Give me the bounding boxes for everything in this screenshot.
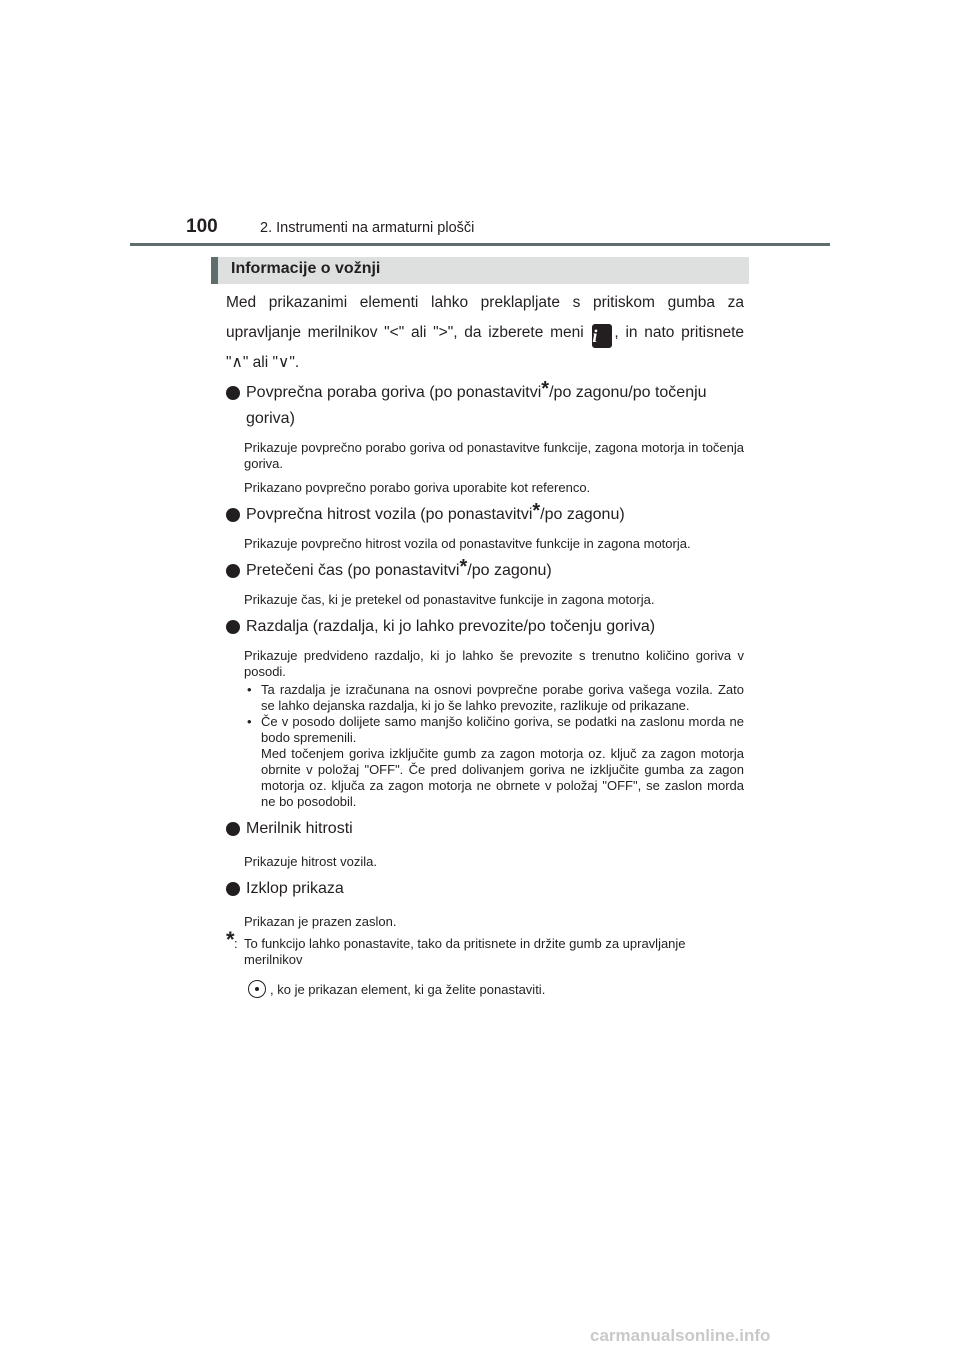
bullet-icon	[226, 882, 240, 896]
watermark: carmanualsonline.info	[590, 1326, 771, 1345]
footnote-continuation	[226, 980, 744, 1000]
intro-text-1: Med prikazanimi elementi lahko preklapljate s pritiskom gumba za upravljanje merilnikov "<" ali ">", da izberete meni	[226, 294, 744, 341]
sub-bullet	[244, 714, 744, 746]
bullet-icon	[226, 822, 240, 836]
bullet-icon	[226, 508, 240, 522]
item-title: Pretečeni čas (po ponastavitvi	[246, 562, 460, 579]
list-item	[226, 502, 744, 528]
item-description: Prikazuje povprečno porabo goriva od ponastavitve funkcije, zagona motorja in točenja goriva.	[244, 440, 744, 471]
content	[226, 288, 744, 1000]
list-item	[226, 876, 744, 902]
section-header	[211, 257, 749, 284]
item-title-suffix: /po zagonu)	[540, 506, 625, 523]
item-description: Prikazano povprečno porabo goriva uporabite kot referenco.	[244, 480, 591, 495]
footnote-text: To funkcijo lahko ponastavite, tako da pritisnete in držite gumb za upravljanje merilnikov	[244, 936, 686, 967]
bullet-icon	[226, 620, 240, 634]
intro-text-2: , in nato pritisnete "∧" ali "∨".	[226, 324, 745, 371]
asterisk-marker: *	[459, 556, 468, 578]
page-number: 100	[186, 216, 218, 237]
item-description: Prikazuje čas, ki je pretekel od ponastavitve funkcije in zagona motorja.	[244, 592, 655, 607]
footnote	[226, 927, 744, 968]
list-item	[226, 558, 744, 584]
section-title: Informacije o vožnji	[231, 260, 381, 277]
dot-icon: •	[247, 682, 252, 697]
sub-bullet-text: Ta razdalja je izračunana na osnovi povprečne porabe goriva vašega vozila. Zato se lahko dejanska razdalja, ki jo še lahko prevozite, razlikuje od prikazane.	[261, 682, 744, 713]
asterisk-marker: *	[532, 500, 541, 522]
asterisk-marker: *	[541, 378, 550, 400]
dot-icon: •	[247, 714, 252, 729]
item-title-suffix: /po zagonu/po točenju goriva)	[246, 384, 707, 427]
item-title: Povprečna poraba goriva (po ponastavitvi	[246, 384, 542, 401]
sub-bullet-list	[226, 682, 744, 810]
footnote-colon: :	[234, 936, 238, 951]
footnote-asterisk: *	[226, 927, 235, 952]
item-title: Merilnik hitrosti	[246, 820, 353, 837]
item-title: Izklop prikaza	[246, 880, 344, 897]
item-description: Prikazan je prazen zaslon.	[244, 914, 397, 929]
bullet-icon	[226, 386, 240, 400]
item-description: Prikazuje predvideno razdaljo, ki jo lahko še prevozite s trenutno količino goriva v posodi.	[244, 648, 744, 679]
item-description: Prikazuje povprečno hitrost vozila od ponastavitve funkcije in zagona motorja.	[244, 536, 691, 551]
sub-bullet-note: Med točenjem goriva izključite gumb za zagon motorja oz. ključ za zagon motorja obrnite v položaj "OFF". Če pred dolivanjem goriva ne izključite gumba za zagon motorja oz. ključa za zagon motorja ne obrnete v položaj "OFF", se zaslon morda ne bo posodobil.	[261, 746, 744, 809]
item-title-suffix: /po zagonu)	[467, 562, 552, 579]
list-item	[226, 380, 744, 432]
bullet-icon	[226, 564, 240, 578]
item-title: Povprečna hitrost vozila (po ponastavitvi	[246, 506, 533, 523]
intro-paragraph	[226, 288, 744, 378]
header-rule	[130, 243, 830, 246]
sub-bullet	[244, 682, 744, 714]
sub-bullet-text: Če v posodo dolijete samo manjšo količino goriva, se podatki na zaslonu morda ne bodo spremenili.	[261, 714, 744, 745]
chapter-title: 2. Instrumenti na armaturni plošči	[260, 220, 475, 236]
list-item	[226, 614, 744, 640]
list-item	[226, 816, 744, 842]
item-description: Prikazuje hitrost vozila.	[244, 854, 377, 869]
meter-control-knob-icon	[248, 980, 266, 998]
item-title: Razdalja (razdalja, ki jo lahko prevozite/po točenju goriva)	[246, 618, 656, 635]
info-icon: i	[592, 324, 612, 348]
footnote-text-2: , ko je prikazan element, ki ga želite ponastaviti.	[270, 982, 546, 997]
